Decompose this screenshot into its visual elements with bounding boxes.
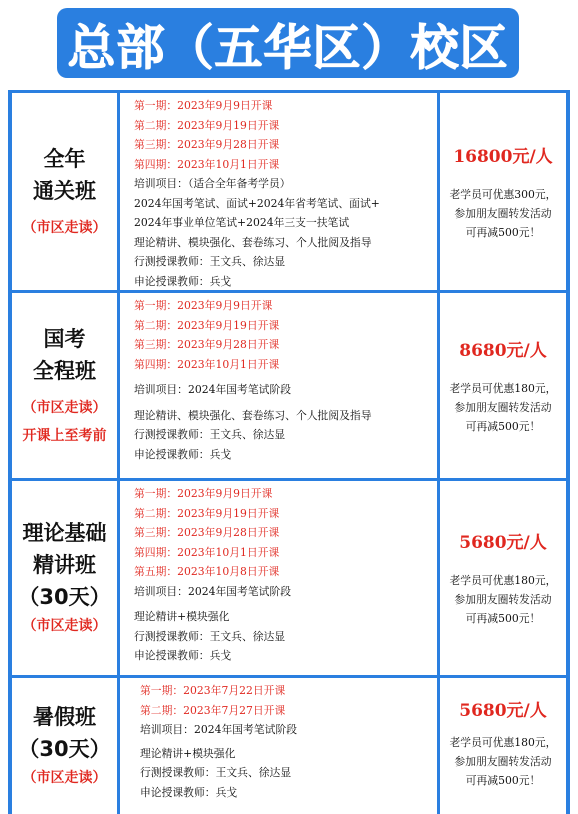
- session-line: 第二期：2023年9月19日开课: [134, 318, 280, 332]
- course-name-cell: [12, 481, 120, 675]
- session-line: 第二期：2023年9月19日开课: [134, 506, 280, 520]
- detail-line: 理论精讲、模块强化、套卷练习、个人批阅及指导: [134, 408, 372, 422]
- detail-line: 理论精讲+模块强化: [134, 610, 230, 623]
- promo-line: 可再减500元！: [465, 419, 541, 433]
- course-price-cell: [440, 293, 566, 478]
- course-name-line: 理论基础: [22, 521, 107, 545]
- course-detail-cell: [120, 481, 440, 675]
- session-line: 第三期：2023年9月28日开课: [134, 526, 280, 539]
- course-table: [8, 90, 570, 814]
- session-line: 第二期：2023年9月19日开课: [134, 118, 280, 132]
- promo-line: 参加朋友圈转发活动: [454, 400, 552, 414]
- session-line: 第五期：2023年10月8日开课: [134, 565, 280, 578]
- course-name-cell: [12, 678, 120, 814]
- detail-line: 行测授课教师：王文兵、徐达显: [134, 629, 286, 643]
- session-line: 第一期：2023年9月9日开课: [134, 299, 273, 312]
- detail-line: 培训项目：2024年国考笔试阶段: [134, 584, 292, 598]
- session-line: 第一期：2023年9月9日开课: [134, 99, 273, 112]
- session-line: 第三期：2023年9月28日开课: [134, 338, 280, 351]
- promo-line: 老学员可优惠180元，: [449, 574, 557, 587]
- campus-title: 总部（五华区）校区: [67, 19, 509, 76]
- course-tag: （市区走读）: [22, 618, 107, 634]
- detail-line: 申论授课教师：兵戈: [134, 447, 232, 461]
- detail-line: 行测授课教师：王文兵、徐达显: [140, 766, 292, 779]
- course-name-line: 暑假班: [33, 705, 96, 729]
- detail-line: 培训项目：2024年国考笔试阶段: [140, 723, 298, 736]
- course-tag: （市区走读）: [22, 770, 107, 786]
- course-tag: （市区走读）: [22, 219, 107, 236]
- course-name-line: 全年: [43, 146, 86, 171]
- session-line: 第四期：2023年10月1日开课: [134, 545, 280, 559]
- course-tag: 开课上至考前: [22, 427, 107, 444]
- course-name-line: 通关班: [33, 178, 96, 203]
- promo-line: 参加朋友圈转发活动: [454, 755, 552, 768]
- course-name-line: 全程班: [33, 358, 96, 383]
- course-price-cell: [440, 481, 566, 675]
- course-row-summer: [12, 675, 566, 814]
- detail-line: 申论授课教师：兵戈: [134, 649, 232, 662]
- session-line: 第二期：2023年7月27日开课: [140, 703, 286, 717]
- detail-line: 2024年事业单位笔试+2024年三支一扶笔试: [134, 216, 350, 229]
- course-price: 5680元/人: [459, 533, 547, 553]
- detail-line: 2024年国考笔试、面试+2024年省考笔试、面试+: [134, 196, 380, 210]
- course-price-cell: [440, 678, 566, 814]
- session-line: 第四期：2023年10月1日开课: [134, 157, 280, 171]
- course-row-national: [12, 290, 566, 478]
- promo-line: 参加朋友圈转发活动: [454, 593, 552, 606]
- session-line: 第四期：2023年10月1日开课: [134, 357, 280, 371]
- session-line: 第三期：2023年9月28日开课: [134, 138, 280, 151]
- course-tag: （市区走读）: [22, 399, 107, 416]
- course-name-cell: [12, 93, 120, 290]
- promo-line: 老学员可优惠300元，: [449, 187, 557, 201]
- course-detail-cell: [120, 678, 440, 814]
- detail-line: 理论精讲、模块强化、套卷练习、个人批阅及指导: [134, 235, 372, 249]
- promo-line: 可再减500元！: [465, 612, 541, 625]
- detail-line: 培训项目：2024年国考笔试阶段: [134, 383, 292, 396]
- course-name-cell: [12, 293, 120, 478]
- detail-line: 培训项目：（适合全年备考学员）: [134, 177, 291, 190]
- promo-line: 可再减500元！: [465, 225, 541, 239]
- course-detail-cell: [120, 93, 440, 290]
- course-detail-cell: [120, 293, 440, 478]
- course-name-line: 国考: [43, 326, 86, 351]
- promo-line: 老学员可优惠180元，: [449, 381, 557, 395]
- detail-line: 理论精讲+模块强化: [140, 746, 236, 760]
- detail-line: 行测授课教师：王文兵、徐达显: [134, 255, 286, 268]
- course-row-theory: [12, 478, 566, 675]
- promo-line: 老学员可优惠180元，: [449, 736, 557, 749]
- promo-line: 可再减500元！: [465, 774, 541, 787]
- detail-line: 行测授课教师：王文兵、徐达显: [134, 428, 286, 441]
- course-price: 8680元/人: [459, 340, 547, 361]
- session-line: 第一期：2023年9月9日开课: [134, 487, 273, 500]
- course-price-cell: [440, 93, 566, 290]
- detail-line: 申论授课教师：兵戈: [134, 274, 232, 288]
- campus-banner: [57, 8, 519, 78]
- course-name-line: （30天）: [18, 585, 111, 609]
- session-line: 第一期：2023年7月22日开课: [140, 684, 286, 697]
- course-name-line: 精讲班: [33, 553, 96, 577]
- promo-line: 参加朋友圈转发活动: [454, 206, 552, 220]
- course-row-annual: [12, 90, 566, 290]
- detail-line: 申论授课教师：兵戈: [140, 785, 238, 799]
- course-name-line: （30天）: [18, 737, 111, 761]
- course-price: 16800元/人: [453, 146, 553, 167]
- course-price: 5680元/人: [459, 701, 547, 721]
